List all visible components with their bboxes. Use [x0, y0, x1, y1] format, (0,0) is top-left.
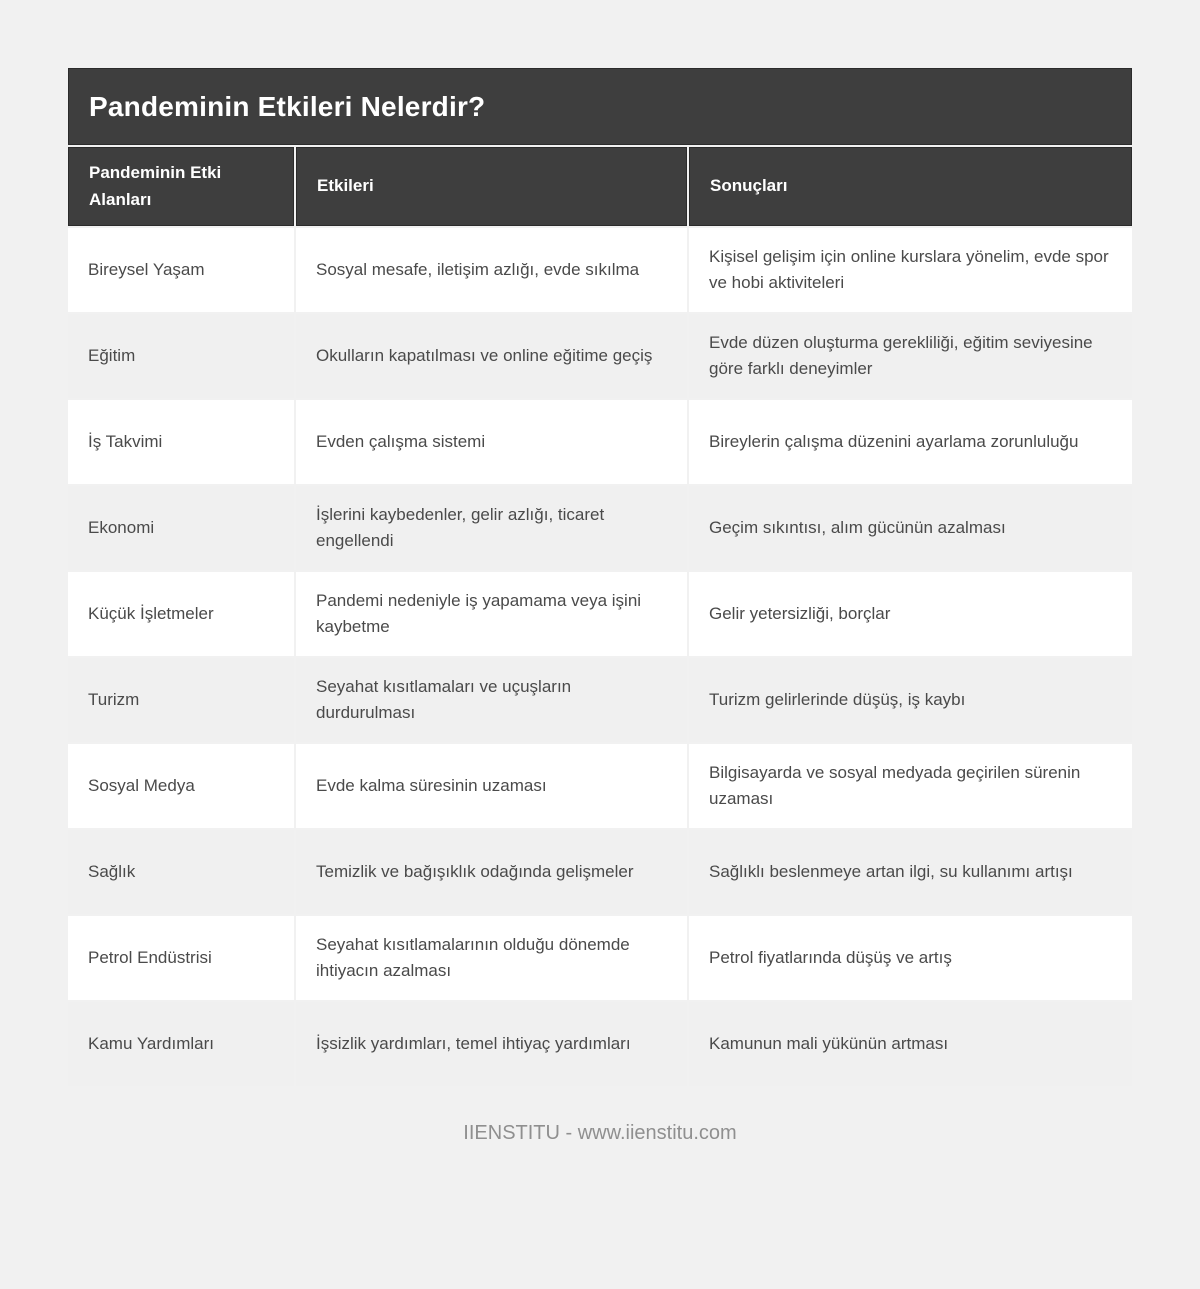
column-header-impact-areas: Pandeminin Etki Alanları	[68, 147, 294, 226]
result-cell: Sağlıklı beslenmeye artan ilgi, su kullanımı artışı	[689, 830, 1132, 914]
effect-cell: Evden çalışma sistemi	[296, 400, 687, 484]
impact-area-cell: Petrol Endüstrisi	[68, 916, 294, 1000]
table-grid	[68, 147, 1132, 1086]
impact-area-cell: Turizm	[68, 658, 294, 742]
effect-cell: Sosyal mesafe, iletişim azlığı, evde sıkılma	[296, 228, 687, 312]
result-cell: Bilgisayarda ve sosyal medyada geçirilen sürenin uzaması	[689, 744, 1132, 828]
result-cell: Evde düzen oluşturma gerekliliği, eğitim seviyesine göre farklı deneyimler	[689, 314, 1132, 398]
impact-area-cell: Eğitim	[68, 314, 294, 398]
impact-area-cell: Küçük İşletmeler	[68, 572, 294, 656]
result-cell: Kamunun mali yükünün artması	[689, 1002, 1132, 1086]
impact-area-cell: Sağlık	[68, 830, 294, 914]
effect-cell: Pandemi nedeniyle iş yapamama veya işini kaybetme	[296, 572, 687, 656]
effect-cell: Seyahat kısıtlamaları ve uçuşların durdurulması	[296, 658, 687, 742]
column-header-results: Sonuçları	[689, 147, 1132, 226]
column-header-effects: Etkileri	[296, 147, 687, 226]
effect-cell: Seyahat kısıtlamalarının olduğu dönemde ihtiyacın azalması	[296, 916, 687, 1000]
effect-cell: Evde kalma süresinin uzaması	[296, 744, 687, 828]
impact-area-cell: İş Takvimi	[68, 400, 294, 484]
pandemic-effects-table	[68, 68, 1132, 1086]
result-cell: Petrol fiyatlarında düşüş ve artış	[689, 916, 1132, 1000]
result-cell: Bireylerin çalışma düzenini ayarlama zorunluluğu	[689, 400, 1132, 484]
effect-cell: Temizlik ve bağışıklık odağında gelişmeler	[296, 830, 687, 914]
impact-area-cell: Ekonomi	[68, 486, 294, 570]
effect-cell: İşsizlik yardımları, temel ihtiyaç yardımları	[296, 1002, 687, 1086]
result-cell: Turizm gelirlerinde düşüş, iş kaybı	[689, 658, 1132, 742]
impact-area-cell: Kamu Yardımları	[68, 1002, 294, 1086]
footer-credit: IIENSTITU - www.iienstitu.com	[463, 1122, 737, 1144]
effect-cell: İşlerini kaybedenler, gelir azlığı, ticaret engellendi	[296, 486, 687, 570]
impact-area-cell: Sosyal Medya	[68, 744, 294, 828]
impact-area-cell: Bireysel Yaşam	[68, 228, 294, 312]
effect-cell: Okulların kapatılması ve online eğitime geçiş	[296, 314, 687, 398]
result-cell: Gelir yetersizliği, borçlar	[689, 572, 1132, 656]
result-cell: Kişisel gelişim için online kurslara yönelim, evde spor ve hobi aktiviteleri	[689, 228, 1132, 312]
table-title: Pandeminin Etkileri Nelerdir?	[68, 68, 1132, 145]
result-cell: Geçim sıkıntısı, alım gücünün azalması	[689, 486, 1132, 570]
